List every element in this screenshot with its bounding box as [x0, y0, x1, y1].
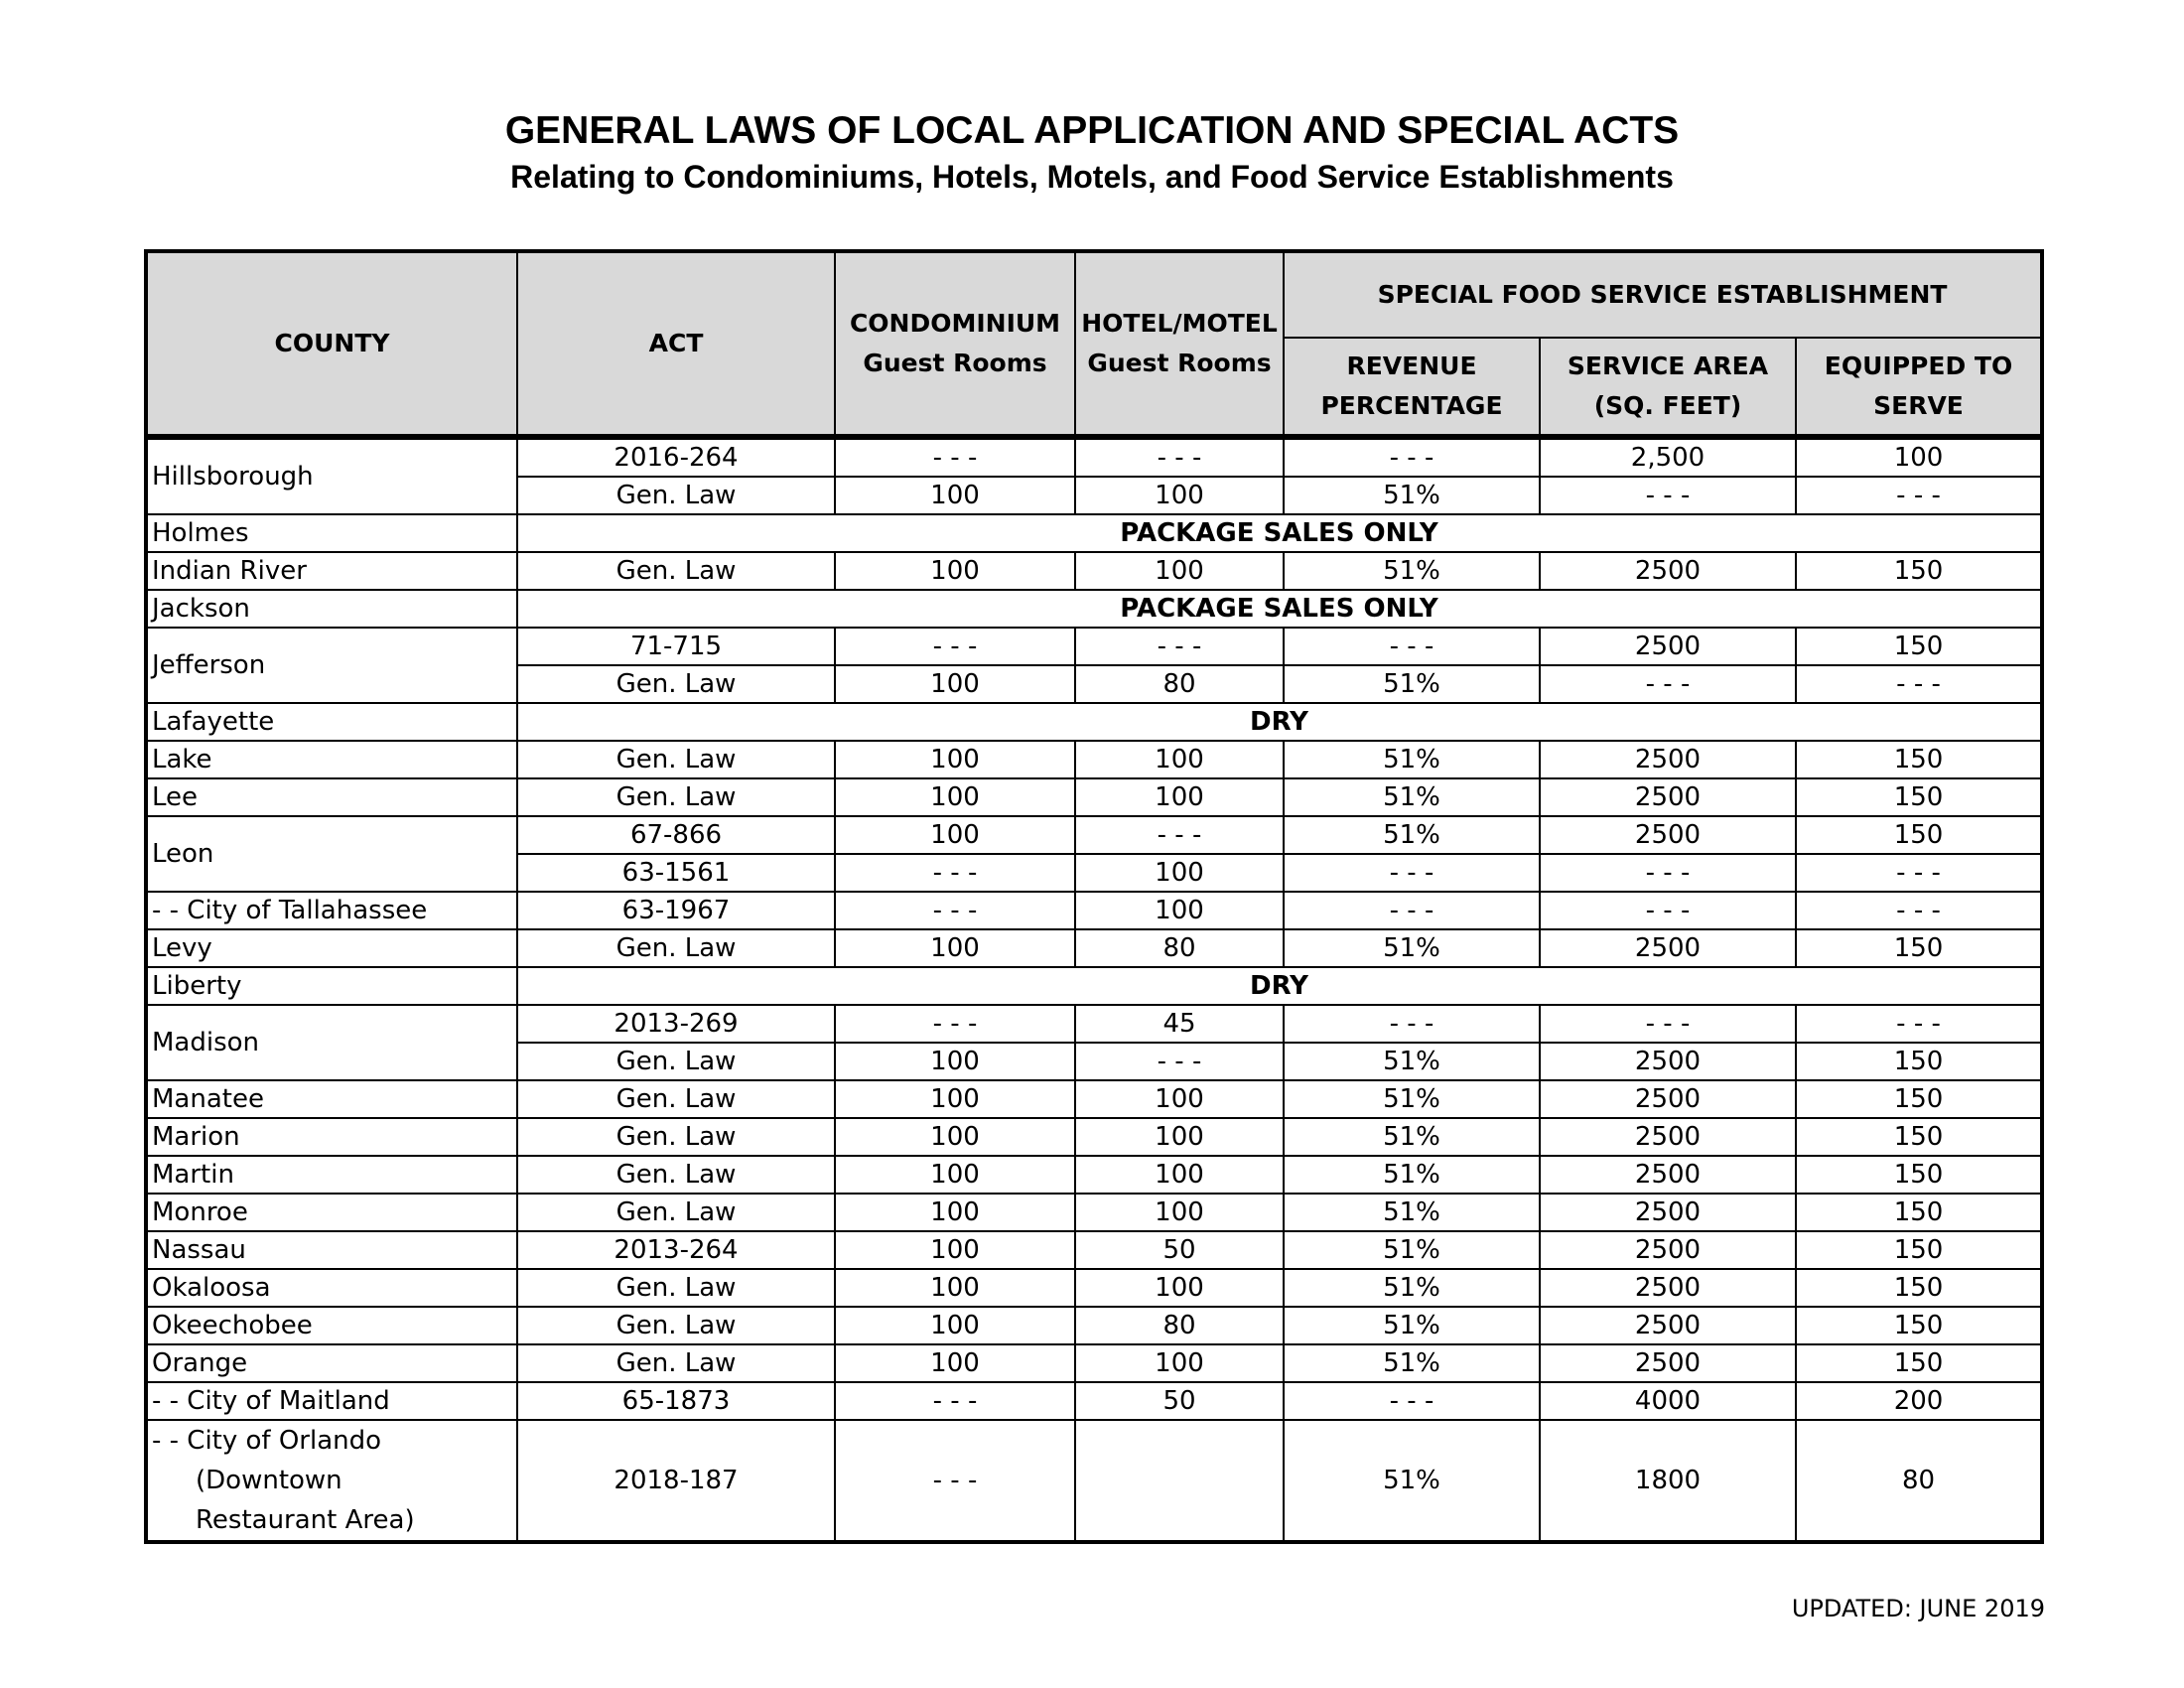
serve-cell: 200 [1796, 1382, 2042, 1420]
revenue-cell: 51% [1284, 552, 1540, 590]
condo-cell: 100 [835, 1307, 1075, 1344]
serve-cell: 150 [1796, 1043, 2042, 1080]
county-cell: - - City of Tallahassee [146, 892, 517, 929]
header-county: COUNTY [146, 251, 517, 437]
area-cell: 2500 [1540, 1156, 1796, 1194]
serve-cell: 80 [1796, 1420, 2042, 1542]
revenue-cell: 51% [1284, 1118, 1540, 1156]
county-cell: Jefferson [146, 628, 517, 703]
act-cell: 71-715 [517, 628, 835, 665]
serve-cell: 150 [1796, 816, 2042, 854]
hotel-cell: 80 [1075, 929, 1284, 967]
header-hotel-line1: HOTEL/MOTEL [1081, 309, 1278, 338]
act-cell: 2018-187 [517, 1420, 835, 1542]
serve-cell: 150 [1796, 1194, 2042, 1231]
serve-cell: 150 [1796, 552, 2042, 590]
act-cell: Gen. Law [517, 1194, 835, 1231]
hotel-cell: 100 [1075, 741, 1284, 778]
county-cell: Lake [146, 741, 517, 778]
table-row [146, 1194, 2042, 1231]
revenue-cell: 51% [1284, 477, 1540, 514]
hotel-cell: - - - [1075, 816, 1284, 854]
act-cell: Gen. Law [517, 778, 835, 816]
condo-cell: - - - [835, 437, 1075, 477]
act-cell: Gen. Law [517, 1080, 835, 1118]
table-row [146, 590, 2042, 628]
county-cell [146, 1420, 517, 1542]
act-cell: Gen. Law [517, 741, 835, 778]
county-cell: Marion [146, 1118, 517, 1156]
serve-cell: 150 [1796, 1231, 2042, 1269]
hotel-cell: - - - [1075, 437, 1284, 477]
revenue-cell: 51% [1284, 741, 1540, 778]
county-cell: Holmes [146, 514, 517, 552]
condo-cell: 100 [835, 1194, 1075, 1231]
hotel-cell: 100 [1075, 1156, 1284, 1194]
revenue-cell: 51% [1284, 1194, 1540, 1231]
hotel-cell: 100 [1075, 477, 1284, 514]
area-cell: 4000 [1540, 1382, 1796, 1420]
table-row [146, 1344, 2042, 1382]
hotel-cell: 100 [1075, 1118, 1284, 1156]
area-cell: - - - [1540, 665, 1796, 703]
area-cell: 2500 [1540, 1118, 1796, 1156]
table-row [146, 514, 2042, 552]
condo-cell: 100 [835, 929, 1075, 967]
serve-cell: 150 [1796, 741, 2042, 778]
table-row [146, 1005, 2042, 1043]
hotel-cell: - - - [1075, 628, 1284, 665]
act-cell: 67-866 [517, 816, 835, 854]
area-cell: 2500 [1540, 929, 1796, 967]
county-cell: Manatee [146, 1080, 517, 1118]
table-row [146, 778, 2042, 816]
table-row [146, 437, 2042, 477]
county-cell: Levy [146, 929, 517, 967]
condo-cell: 100 [835, 1344, 1075, 1382]
table-row [146, 1420, 2042, 1542]
act-cell: Gen. Law [517, 1269, 835, 1307]
serve-cell: 150 [1796, 1156, 2042, 1194]
act-cell: 2013-264 [517, 1231, 835, 1269]
county-cell: Madison [146, 1005, 517, 1080]
area-cell: - - - [1540, 477, 1796, 514]
revenue-cell: 51% [1284, 1043, 1540, 1080]
condo-cell: - - - [835, 1382, 1075, 1420]
serve-cell: - - - [1796, 665, 2042, 703]
area-cell: 2500 [1540, 628, 1796, 665]
county-cell: Leon [146, 816, 517, 892]
revenue-cell: - - - [1284, 628, 1540, 665]
area-cell: 2500 [1540, 778, 1796, 816]
revenue-cell: 51% [1284, 816, 1540, 854]
condo-cell: 100 [835, 1231, 1075, 1269]
serve-cell: 150 [1796, 929, 2042, 967]
header-special-food-service: SPECIAL FOOD SERVICE ESTABLISHMENT [1284, 251, 2042, 338]
county-cell: Orange [146, 1344, 517, 1382]
serve-cell: 150 [1796, 1344, 2042, 1382]
condo-cell: - - - [835, 1420, 1075, 1542]
serve-cell: 100 [1796, 437, 2042, 477]
act-cell: Gen. Law [517, 1156, 835, 1194]
table-row [146, 967, 2042, 1005]
serve-cell: - - - [1796, 477, 2042, 514]
area-cell: 2,500 [1540, 437, 1796, 477]
header-revenue-percentage [1284, 338, 1540, 437]
condo-cell: 100 [835, 1043, 1075, 1080]
revenue-cell: 51% [1284, 1231, 1540, 1269]
condo-cell: 100 [835, 665, 1075, 703]
hotel-cell: 100 [1075, 892, 1284, 929]
hotel-cell: 100 [1075, 552, 1284, 590]
serve-cell: 150 [1796, 1080, 2042, 1118]
condo-cell: - - - [835, 628, 1075, 665]
condo-cell: 100 [835, 1118, 1075, 1156]
condo-cell: 100 [835, 778, 1075, 816]
county-cell: - - City of Maitland [146, 1382, 517, 1420]
area-cell: - - - [1540, 892, 1796, 929]
act-cell: Gen. Law [517, 1307, 835, 1344]
county-cell: Martin [146, 1156, 517, 1194]
header-equipped-line1: EQUIPPED TO [1824, 352, 2013, 380]
revenue-cell: - - - [1284, 1382, 1540, 1420]
act-cell: Gen. Law [517, 665, 835, 703]
span-note-cell: PACKAGE SALES ONLY [517, 590, 2042, 628]
serve-cell: - - - [1796, 1005, 2042, 1043]
area-cell: 1800 [1540, 1420, 1796, 1542]
header-equipped-to-serve [1796, 338, 2042, 437]
table-row [146, 816, 2042, 854]
area-cell: 2500 [1540, 1269, 1796, 1307]
serve-cell: - - - [1796, 892, 2042, 929]
area-cell: - - - [1540, 854, 1796, 892]
span-note-cell: PACKAGE SALES ONLY [517, 514, 2042, 552]
revenue-cell: - - - [1284, 854, 1540, 892]
header-service-line2: (SQ. FEET) [1593, 391, 1742, 420]
act-cell: Gen. Law [517, 1344, 835, 1382]
hotel-cell: 100 [1075, 854, 1284, 892]
serve-cell: - - - [1796, 854, 2042, 892]
header-revenue-line2: PERCENTAGE [1320, 391, 1503, 420]
table-row [146, 929, 2042, 967]
revenue-cell: 51% [1284, 1344, 1540, 1382]
condo-cell: 100 [835, 1080, 1075, 1118]
table-row [146, 1382, 2042, 1420]
header-equipped-line2: SERVE [1873, 391, 1964, 420]
county-cell: Lee [146, 778, 517, 816]
span-note-cell: DRY [517, 967, 2042, 1005]
table-row [146, 703, 2042, 741]
table-row [146, 1118, 2042, 1156]
hotel-cell: 100 [1075, 1344, 1284, 1382]
act-cell: 63-1561 [517, 854, 835, 892]
condo-cell: - - - [835, 892, 1075, 929]
county-cell: Hillsborough [146, 437, 517, 514]
revenue-cell: 51% [1284, 1080, 1540, 1118]
county-cell: Lafayette [146, 703, 517, 741]
serve-cell: 150 [1796, 1118, 2042, 1156]
act-cell: Gen. Law [517, 552, 835, 590]
revenue-cell: 51% [1284, 1307, 1540, 1344]
hotel-cell: 50 [1075, 1231, 1284, 1269]
county-cell: Jackson [146, 590, 517, 628]
county-line: - - City of Orlando [152, 1426, 382, 1456]
table-row [146, 552, 2042, 590]
county-line: (Downtown [196, 1466, 342, 1495]
hotel-cell: 80 [1075, 1307, 1284, 1344]
span-note-cell: DRY [517, 703, 2042, 741]
table-row [146, 628, 2042, 665]
act-cell: 65-1873 [517, 1382, 835, 1420]
county-cell: Indian River [146, 552, 517, 590]
table-row [146, 1307, 2042, 1344]
header-hotel-line2: Guest Rooms [1087, 349, 1272, 377]
area-cell: 2500 [1540, 816, 1796, 854]
area-cell: 2500 [1540, 552, 1796, 590]
county-cell: Monroe [146, 1194, 517, 1231]
revenue-cell: - - - [1284, 892, 1540, 929]
act-cell: Gen. Law [517, 1118, 835, 1156]
hotel-cell: 100 [1075, 1080, 1284, 1118]
revenue-cell: 51% [1284, 929, 1540, 967]
laws-table [144, 249, 2044, 1544]
table-row [146, 741, 2042, 778]
hotel-cell [1075, 1420, 1284, 1542]
hotel-cell: 50 [1075, 1382, 1284, 1420]
serve-cell: 150 [1796, 778, 2042, 816]
condo-cell: 100 [835, 741, 1075, 778]
revenue-cell: - - - [1284, 1005, 1540, 1043]
hotel-cell: - - - [1075, 1043, 1284, 1080]
area-cell: 2500 [1540, 1307, 1796, 1344]
revenue-cell: 51% [1284, 1156, 1540, 1194]
hotel-cell: 45 [1075, 1005, 1284, 1043]
header-revenue-line1: REVENUE [1346, 352, 1477, 380]
county-line: Restaurant Area) [196, 1505, 415, 1535]
area-cell: 2500 [1540, 1344, 1796, 1382]
county-cell: Okeechobee [146, 1307, 517, 1344]
hotel-cell: 100 [1075, 1269, 1284, 1307]
revenue-cell: 51% [1284, 665, 1540, 703]
act-cell: 2013-269 [517, 1005, 835, 1043]
county-cell: Okaloosa [146, 1269, 517, 1307]
area-cell: - - - [1540, 1005, 1796, 1043]
page-title: GENERAL LAWS OF LOCAL APPLICATION AND SPECIAL ACTS [504, 109, 1680, 152]
revenue-cell: 51% [1284, 1269, 1540, 1307]
act-cell: Gen. Law [517, 477, 835, 514]
header-condominium-line1: CONDOMINIUM [849, 309, 1061, 338]
header-condominium-line2: Guest Rooms [863, 349, 1047, 377]
serve-cell: 150 [1796, 628, 2042, 665]
hotel-cell: 100 [1075, 1194, 1284, 1231]
act-cell: 63-1967 [517, 892, 835, 929]
condo-cell: 100 [835, 477, 1075, 514]
table-row [146, 892, 2042, 929]
county-cell: Liberty [146, 967, 517, 1005]
revenue-cell: - - - [1284, 437, 1540, 477]
area-cell: 2500 [1540, 741, 1796, 778]
serve-cell: 150 [1796, 1269, 2042, 1307]
revenue-cell: 51% [1284, 1420, 1540, 1542]
condo-cell: 100 [835, 552, 1075, 590]
condo-cell: 100 [835, 1156, 1075, 1194]
county-cell: Nassau [146, 1231, 517, 1269]
act-cell: 2016-264 [517, 437, 835, 477]
area-cell: 2500 [1540, 1080, 1796, 1118]
area-cell: 2500 [1540, 1231, 1796, 1269]
page-subtitle: Relating to Condominiums, Hotels, Motels, and Food Service Establishments [510, 159, 1674, 195]
table-row [146, 1080, 2042, 1118]
area-cell: 2500 [1540, 1194, 1796, 1231]
condo-cell: 100 [835, 816, 1075, 854]
header-service-area [1540, 338, 1796, 437]
table-row [146, 1231, 2042, 1269]
header-service-line1: SERVICE AREA [1567, 352, 1769, 380]
header-condominium [835, 251, 1075, 437]
header-hotel-motel [1075, 251, 1284, 437]
table-row [146, 1156, 2042, 1194]
act-cell: Gen. Law [517, 929, 835, 967]
updated-date: UPDATED: JUNE 2019 [1791, 1595, 2045, 1622]
act-cell: Gen. Law [517, 1043, 835, 1080]
revenue-cell: 51% [1284, 778, 1540, 816]
hotel-cell: 80 [1075, 665, 1284, 703]
area-cell: 2500 [1540, 1043, 1796, 1080]
serve-cell: 150 [1796, 1307, 2042, 1344]
hotel-cell: 100 [1075, 778, 1284, 816]
header-act: ACT [517, 251, 835, 437]
condo-cell: 100 [835, 1269, 1075, 1307]
condo-cell: - - - [835, 854, 1075, 892]
condo-cell: - - - [835, 1005, 1075, 1043]
table-row [146, 1269, 2042, 1307]
